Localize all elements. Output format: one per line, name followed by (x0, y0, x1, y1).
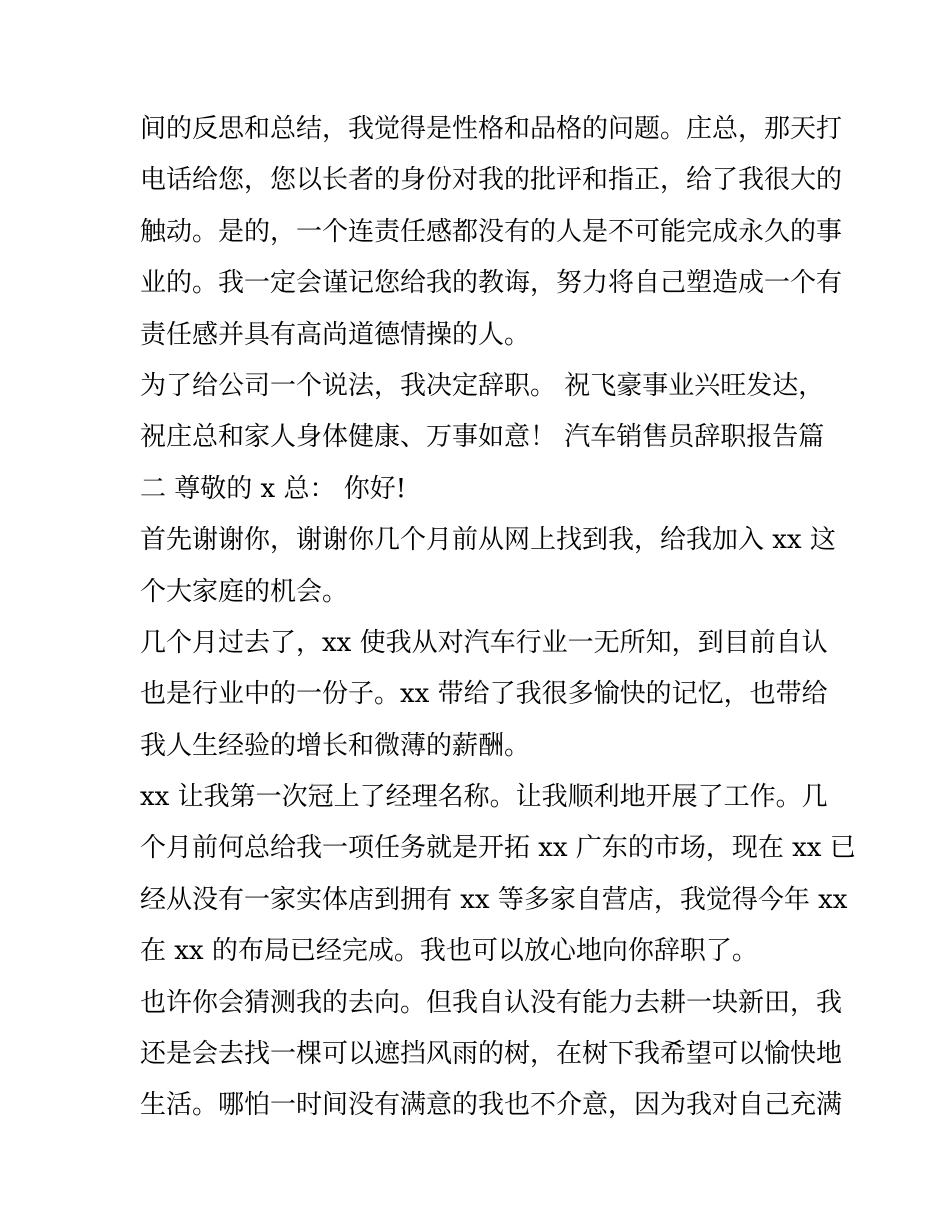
text-line: 触动。是的，一个连责任感都没有的人是不可能完成永久的事 (140, 216, 843, 247)
text-line: xx 让我第一次冠上了经理名称。让我顺利地开展了工作。几 (140, 782, 828, 813)
text-line: 也是行业中的一份子。xx 带给了我很多愉快的记忆，也带给 (140, 679, 828, 710)
text-line: 间的反思和总结，我觉得是性格和品格的问题。庄总，那天打 (140, 114, 843, 144)
text-line: 二 尊敬的 x 总： 你好! (140, 473, 407, 504)
text-line: 个月前何总给我一项任务就是开拓 xx 广东的市场，现在 xx 已 (140, 833, 856, 864)
text-line: 责任感并具有高尚道德情操的人。 (140, 319, 531, 350)
text-line: 也许你会猜测我的去向。但我自认没有能力去耕一块新田，我 (140, 987, 843, 1018)
text-line: 个大家庭的机会。 (140, 576, 349, 607)
text-line: 为了给公司一个说法，我决定辞职。 祝飞豪事业兴旺发达， (140, 370, 825, 401)
text-line: 在 xx 的布局已经完成。我也可以放心地向你辞职了。 (140, 936, 758, 967)
text-line: 业的。我一定会谨记您给我的教诲，努力将自己塑造成一个有 (140, 268, 843, 299)
text-line: 生活。哪怕一时间没有满意的我也不介意，因为我对自己充满 (140, 1090, 843, 1121)
text-line: 经从没有一家实体店到拥有 xx 等多家自营店，我觉得今年 xx (140, 884, 848, 915)
text-line: 首先谢谢你，谢谢你几个月前从网上找到我，给我加入 xx 这 (140, 525, 836, 556)
text-line: 祝庄总和家人身体健康、万事如意！ 汽车销售员辞职报告篇 (140, 422, 825, 453)
text-line: 还是会去找一棵可以遮挡风雨的树，在树下我希望可以愉快地 (140, 1039, 843, 1070)
document-body (140, 104, 856, 1132)
text-line: 我人生经验的增长和微薄的薪酬。 (140, 730, 531, 761)
text-line: 几个月过去了，xx 使我从对汽车行业一无所知，到目前自认 (140, 627, 828, 658)
text-line: 电话给您，您以长者的身份对我的批评和指正，给了我很大的 (140, 165, 843, 196)
